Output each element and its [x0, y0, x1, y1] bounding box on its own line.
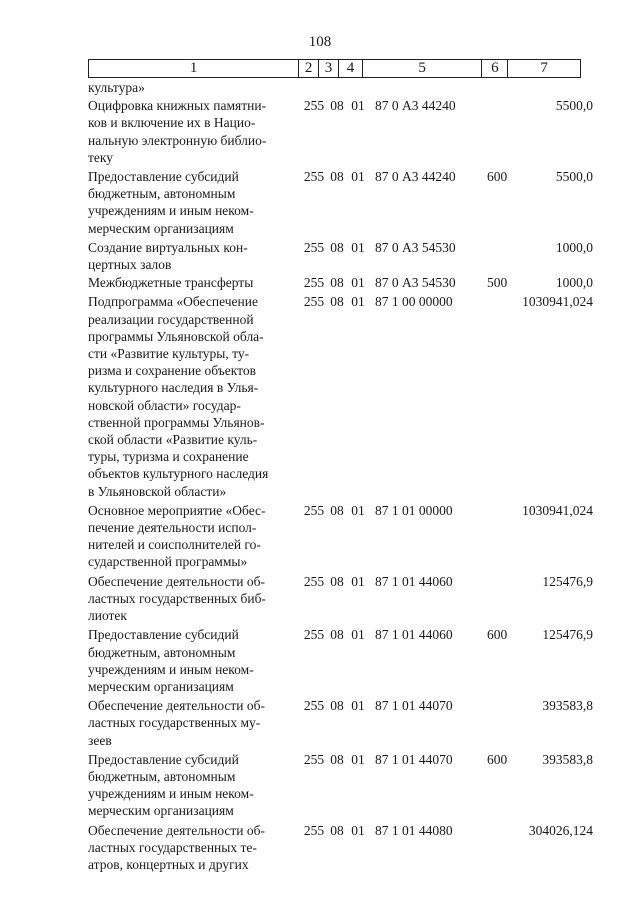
row-name: Создание виртуальных кон- цертных залов	[88, 239, 248, 273]
row-sum: 304026,124	[528, 822, 593, 838]
row-pr: 01	[351, 627, 365, 643]
row-pr: 01	[351, 169, 365, 185]
row-csr: 87 0 А3 54530	[375, 275, 456, 291]
table-row	[88, 274, 608, 291]
row-ved: 255	[303, 275, 325, 291]
row-rz: 08	[330, 169, 344, 185]
row-csr: 87 0 А3 44240	[375, 169, 456, 185]
table-row	[88, 626, 608, 695]
header-col-4: 4	[339, 60, 363, 77]
table-row	[88, 79, 608, 96]
row-ved: 255	[303, 294, 325, 310]
row-rz: 08	[330, 502, 344, 518]
row-rz: 08	[330, 98, 344, 114]
header-col-2: 2	[299, 60, 319, 77]
row-name: культура»	[88, 80, 145, 95]
row-sum: 125476,9	[542, 627, 593, 643]
row-name: Обеспечение деятельности об- ластных государственных му- зеев	[88, 698, 266, 748]
row-pr: 01	[351, 698, 365, 714]
table-body	[88, 79, 608, 873]
header-col-3: 3	[319, 60, 339, 77]
row-sum: 1000,0	[555, 275, 593, 291]
row-rz: 08	[330, 627, 344, 643]
row-csr: 87 1 01 44070	[375, 751, 453, 767]
table-row	[88, 751, 608, 820]
row-sum: 125476,9	[542, 573, 593, 589]
header-col-5: 5	[363, 60, 483, 77]
row-ved: 255	[303, 239, 325, 255]
row-ved: 255	[303, 627, 325, 643]
row-name: Оцифровка книжных памятни- ков и включение их в Нацио- нальную электронную библио- теку	[88, 98, 267, 165]
row-sum: 5500,0	[555, 169, 593, 185]
table-row	[88, 168, 608, 237]
row-ved: 255	[303, 698, 325, 714]
row-csr: 87 1 01 00000	[375, 502, 453, 518]
row-csr: 87 0 А3 44240	[375, 98, 456, 114]
header-col-1: 1	[89, 60, 299, 77]
row-name: Предоставление субсидий бюджетным, автономным учреждениям и иным неком- мерческим организациям	[88, 751, 254, 819]
row-sum: 5500,0	[555, 98, 593, 114]
table-row	[88, 822, 608, 874]
row-sum: 393583,8	[542, 698, 593, 714]
row-vr: 500	[487, 275, 508, 291]
table-row	[88, 239, 608, 273]
row-name: Обеспечение деятельности об- ластных государственных те- атров, концертных и других	[88, 822, 266, 872]
row-pr: 01	[351, 751, 365, 767]
row-pr: 01	[351, 573, 365, 589]
row-csr: 87 0 А3 54530	[375, 239, 456, 255]
row-name: Межбюджетные трансферты	[88, 275, 254, 291]
row-ved: 255	[303, 573, 325, 589]
row-name: Обеспечение деятельности об- ластных государственных биб- лиотек	[88, 573, 266, 624]
row-name: Предоставление субсидий бюджетным, автономным учреждениям и иным неком- мерческим организациям	[88, 169, 254, 236]
table-header	[88, 59, 581, 78]
table-row	[88, 293, 608, 499]
row-vr: 600	[487, 627, 508, 643]
row-rz: 08	[330, 751, 344, 767]
row-csr: 87 1 01 44080	[375, 822, 453, 838]
row-name: Основное мероприятие «Обес- печение деятельности испол- нителей и соисполнителей го- сударственной программы»	[88, 502, 266, 570]
page-number: 108	[308, 34, 332, 50]
row-csr: 87 1 01 44060	[375, 627, 453, 643]
row-vr: 600	[487, 751, 508, 767]
row-ved: 255	[303, 822, 325, 838]
row-rz: 08	[330, 698, 344, 714]
row-csr: 87 1 01 44070	[375, 698, 453, 714]
row-rz: 08	[330, 573, 344, 589]
row-sum: 1000,0	[555, 239, 593, 255]
row-pr: 01	[351, 98, 365, 114]
table-row	[88, 502, 608, 571]
row-ved: 255	[303, 751, 325, 767]
row-rz: 08	[330, 275, 344, 291]
table-row	[88, 97, 608, 166]
row-rz: 08	[330, 294, 344, 310]
row-name: Предоставление субсидий бюджетным, автономным учреждениям и иным неком- мерческим организациям	[88, 627, 254, 694]
row-pr: 01	[351, 822, 365, 838]
header-col-6: 6	[482, 60, 508, 77]
row-pr: 01	[351, 502, 365, 518]
row-pr: 01	[351, 294, 365, 310]
row-ved: 255	[303, 502, 325, 518]
header-col-7: 7	[540, 60, 548, 76]
row-csr: 87 1 01 44060	[375, 573, 453, 589]
row-sum: 1030941,024	[522, 502, 593, 518]
row-csr: 87 1 00 00000	[375, 294, 453, 310]
row-ved: 255	[303, 169, 325, 185]
row-rz: 08	[330, 239, 344, 255]
row-vr: 600	[487, 169, 508, 185]
row-sum: 393583,8	[542, 751, 593, 767]
row-pr: 01	[351, 275, 365, 291]
row-rz: 08	[330, 822, 344, 838]
row-ved: 255	[303, 98, 325, 114]
row-pr: 01	[351, 239, 365, 255]
row-sum: 1030941,024	[522, 294, 593, 310]
row-name: Подпрограмма «Обеспечение реализации государственной программы Ульяновской обла- сти «Развитие культуры, ту- ризма и сохранение объектов культурного наследия в Улья- новской области» государ- ственной программы Ульянов- ской области «Развитие куль- туры, туризма и сохранение объектов культурного наследия в Ульяновской области»	[88, 294, 269, 499]
table-row	[88, 697, 608, 749]
table-row	[88, 573, 608, 625]
